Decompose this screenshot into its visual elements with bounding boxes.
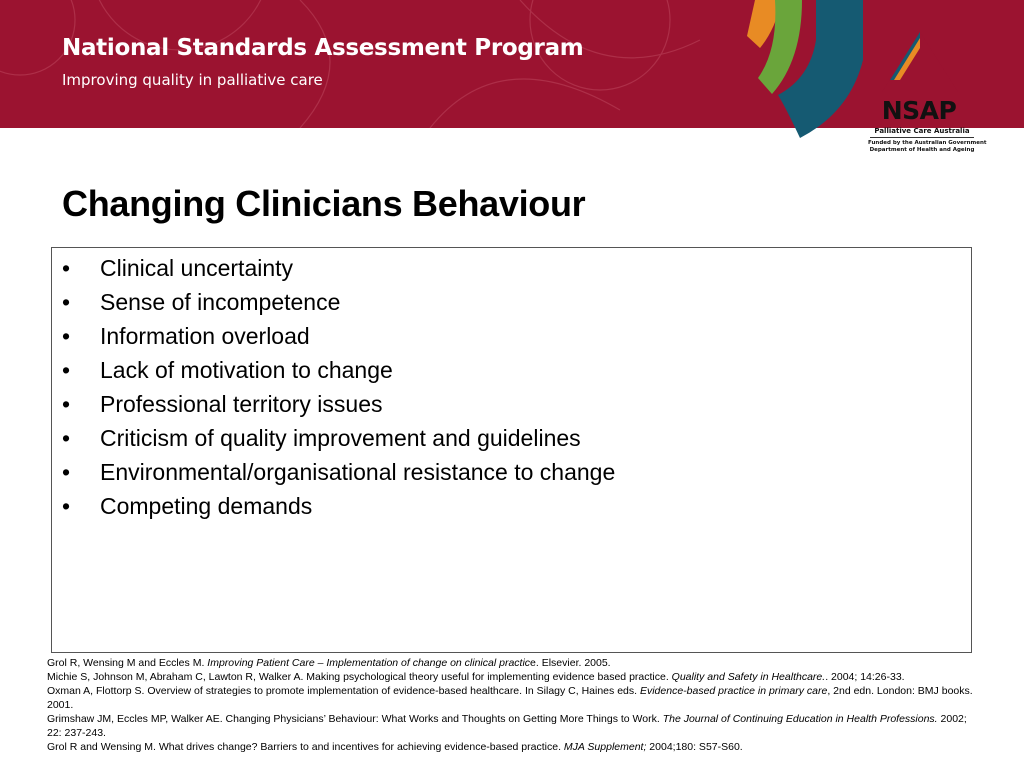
reference-text: Oxman A, Flottorp S. Overview of strategies to promote implementation of evidence-based healthcare. In Silagy C, Haines eds. bbox=[47, 685, 640, 697]
bullet-item bbox=[62, 287, 615, 321]
reference-source: Improving Patient Care – Implementation of change on clinical practic bbox=[207, 657, 531, 669]
bullet-item bbox=[62, 355, 615, 389]
bullet-item bbox=[62, 253, 615, 287]
bullet-list bbox=[62, 253, 615, 525]
reference-item bbox=[47, 740, 977, 754]
reference-text: Michie S, Johnson M, Abraham C, Lawton R, Walker A. Making psychological theory useful for implementing evidence based practice. bbox=[47, 671, 672, 683]
reference-text: Grol R, Wensing M and Eccles M. bbox=[47, 657, 208, 669]
bullet-item bbox=[62, 457, 615, 491]
bullet-item bbox=[62, 321, 615, 355]
reference-item bbox=[47, 712, 977, 740]
logo-name: NSAP bbox=[881, 96, 957, 125]
reference-source: MJA Supplement; bbox=[563, 741, 647, 753]
bullet-marker: • bbox=[62, 323, 71, 349]
reference-source: Evidence-based practice in primary care bbox=[639, 685, 828, 697]
bullet-marker: • bbox=[62, 391, 71, 417]
reference-source: Quality and Safety in Healthcare. bbox=[671, 671, 826, 683]
reference-details: e. Elsevier. 2005. bbox=[530, 657, 611, 669]
bullet-text: Information overload bbox=[100, 323, 310, 349]
logo-triangle-icon bbox=[880, 30, 960, 94]
bullet-marker: • bbox=[62, 357, 71, 383]
reference-details: 2002; 22: 237-243. bbox=[47, 713, 967, 739]
bullet-item bbox=[62, 389, 615, 423]
nsap-logo bbox=[860, 30, 987, 160]
bullet-item bbox=[62, 491, 615, 525]
bullet-text: Criticism of quality improvement and guidelines bbox=[100, 425, 581, 451]
reference-details: . 2004; 14:26-33. bbox=[825, 671, 905, 683]
logo-divider bbox=[870, 137, 974, 138]
bullet-text: Lack of motivation to change bbox=[100, 357, 393, 383]
reference-text: Grimshaw JM, Eccles MP, Walker AE. Changing Physicians’ Behaviour: What Works and Thoughts on Getting More Things to Work. bbox=[47, 713, 663, 725]
reference-text: Grol R and Wensing M. What drives change? Barriers to and incentives for achieving evidence-based practice. bbox=[47, 741, 564, 753]
logo-funding: Funded by the Australian Government bbox=[868, 140, 987, 146]
bullet-marker: • bbox=[62, 255, 71, 281]
reference-details: , 2nd edn. London: BMJ books. 2001. bbox=[47, 685, 973, 711]
reference-item bbox=[47, 684, 977, 712]
bullet-marker: • bbox=[62, 493, 71, 519]
logo-org: Palliative Care Australia bbox=[874, 127, 970, 135]
reference-item bbox=[47, 670, 977, 684]
references bbox=[47, 656, 977, 754]
bullet-text: Sense of incompetence bbox=[100, 289, 341, 315]
bullet-text: Professional territory issues bbox=[100, 391, 383, 417]
bullet-text: Environmental/organisational resistance to change bbox=[100, 459, 616, 485]
bullet-item bbox=[62, 423, 615, 457]
bullet-marker: • bbox=[62, 425, 71, 451]
arc-graphic bbox=[720, 0, 870, 140]
reference-details: 2004;180: S57-S60. bbox=[646, 741, 743, 753]
slide-title: Changing Clinicians Behaviour bbox=[62, 183, 586, 224]
logo-department: Department of Health and Ageing bbox=[869, 147, 975, 153]
bullet-marker: • bbox=[62, 289, 71, 315]
program-subtitle: Improving quality in palliative care bbox=[62, 71, 323, 89]
bullet-marker: • bbox=[62, 459, 71, 485]
bullet-text: Competing demands bbox=[100, 493, 313, 519]
program-title: National Standards Assessment Program bbox=[62, 35, 584, 61]
reference-source: The Journal of Continuing Education in Health Professions. bbox=[662, 713, 938, 725]
reference-item bbox=[47, 656, 977, 670]
bullet-text: Clinical uncertainty bbox=[100, 255, 294, 281]
content-box bbox=[51, 247, 972, 653]
